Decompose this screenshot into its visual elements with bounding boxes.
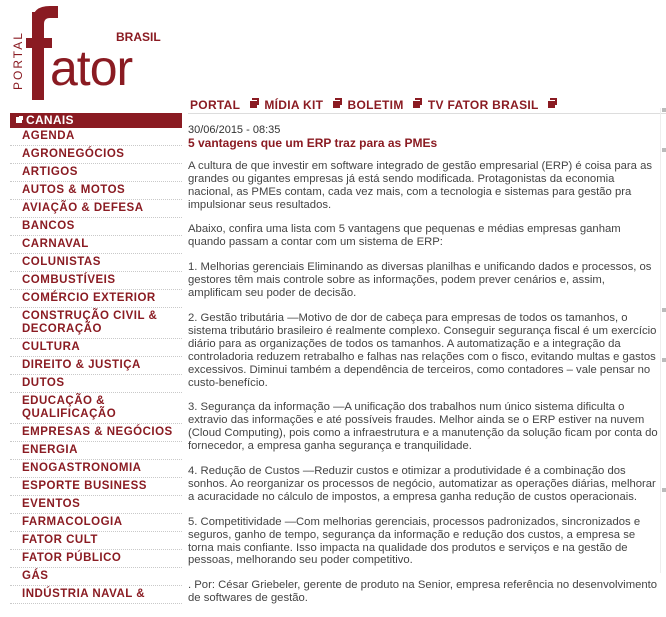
nav-bullet-icon (250, 101, 257, 108)
sidebar-item[interactable]: COMBUSTÍVEIS (10, 272, 182, 290)
sidebar-item[interactable]: CONSTRUÇÃO CIVIL & DECORAÇÃO (10, 308, 182, 339)
sidebar-item[interactable]: CULTURA (10, 339, 182, 357)
sidebar-item[interactable]: AGENDA (10, 128, 182, 146)
scroll-marker (662, 308, 666, 312)
sidebar-item[interactable]: EDUCAÇÃO & QUALIFICAÇÃO (10, 393, 182, 424)
article-paragraph: 1. Melhorias gerenciais Eliminando as diversas planilhas e unificando dados e processos, os gestores têm mais controle sobre as informações, podem prever cenários e, assim, amplificam seu poder de decisão. (188, 261, 652, 300)
sidebar-item[interactable]: AUTOS & MOTOS (10, 182, 182, 200)
article-paragraph: 4. Redução de Custos —Reduzir custos e otimizar a produtividade é a combinação dos sonhos. Ao reorganizar os processos de negócio, automatizar as operações diárias, melhorar a acuracidade no cálculo de impostos, a empresa ganha redução de custos operacionais. (188, 465, 656, 503)
nav-item-midia-kit[interactable]: MÍDIA KIT (264, 98, 324, 112)
nav-item-tv-fator-brasil[interactable]: TV FATOR BRASIL (427, 98, 539, 112)
sidebar-item[interactable]: CARNAVAL (10, 236, 182, 254)
fator-logo-graphic (0, 0, 180, 108)
sidebar-item[interactable]: ESPORTE BUSINESS (10, 478, 182, 496)
sidebar-header-label: CANAIS (26, 113, 74, 127)
nav-item-boletim[interactable]: BOLETIM (347, 98, 404, 112)
sidebar-item[interactable]: AVIAÇÃO & DEFESA (10, 200, 182, 218)
sidebar-item[interactable]: FARMACOLOGIA (10, 514, 182, 532)
sidebar-list (10, 128, 182, 604)
nav-bullet-icon (333, 101, 340, 108)
sidebar-item[interactable]: ENOGASTRONOMIA (10, 460, 182, 478)
article-paragraph: A cultura de que investir em software integrado de gestão empresarial (ERP) é coisa para as grandes ou gigantes empresas já está sendo modificada. Protagonistas da economia nacional, as PMEs contam, cada vez mais, com a tecnologia e sistemas para gestão pra impulsionar seus resultados. (188, 159, 653, 211)
logo-brand-text: ator (50, 40, 133, 96)
article-paragraph: 3. Segurança da informação —A unificação dos trabalhos num único sistema dificulta o extravio das informações e até possíveis fraudes. Melhor ainda se o ERP estiver na nuvem (Cloud Computing), pois como a infraestrutura e a manutenção da solução ficam por conta do fornecedor, a empresa ganha segurança e tranquilidade. (188, 401, 658, 453)
site-logo[interactable] (0, 0, 180, 108)
nav-item-portal[interactable]: PORTAL (190, 98, 241, 112)
article-paragraph: Abaixo, confira uma lista com 5 vantagens que pequenas e médias empresas ganham quando passam a contar com um sistema de ERP: (188, 223, 621, 249)
scroll-marker (662, 358, 666, 362)
sidebar-item[interactable]: INDÚSTRIA NAVAL & (10, 586, 182, 604)
nav-bullet-icon (413, 101, 420, 108)
sidebar-item[interactable]: ENERGIA (10, 442, 182, 460)
page-scrollbar[interactable] (660, 108, 666, 573)
sidebar-item[interactable]: EVENTOS (10, 496, 182, 514)
sidebar-item[interactable]: FATOR PÚBLICO (10, 550, 182, 568)
logo-f-bar (26, 38, 52, 48)
sidebar-item[interactable]: GÁS (10, 568, 182, 586)
scroll-marker (662, 108, 666, 112)
logo-f-stem (32, 12, 44, 100)
sidebar-channels (10, 113, 182, 604)
nav-bullet-icon (548, 101, 555, 108)
sidebar-item[interactable]: ARTIGOS (10, 164, 182, 182)
bullet-icon (16, 117, 22, 123)
sidebar-item[interactable]: BANCOS (10, 218, 182, 236)
sidebar-item[interactable]: DUTOS (10, 375, 182, 393)
logo-country-text: BRASIL (116, 30, 161, 44)
sidebar-item[interactable]: EMPRESAS & NEGÓCIOS (10, 424, 182, 442)
article-paragraph: 5. Competitividade —Com melhorias gerenciais, processos padronizados, sincronizados e seguros, ganho de tempo, segurança da informação e redução dos custos, a empresa se torna mais confiante. Isso impacta na qualidade dos produtos e serviços e na gestão de pessoas, melhorando seu poder competitivo. (188, 515, 641, 567)
sidebar-item[interactable]: COLUNISTAS (10, 254, 182, 272)
sidebar-item[interactable]: FATOR CULT (10, 532, 182, 550)
sidebar-item[interactable]: AGRONEGÓCIOS (10, 146, 182, 164)
logo-portal-text: PORTAL (11, 31, 25, 90)
scroll-marker (662, 148, 666, 152)
sidebar-header (10, 113, 182, 128)
scroll-marker (662, 488, 666, 492)
article (188, 124, 660, 617)
logo-f-hook (32, 6, 58, 24)
article-title: 5 vantagens que um ERP traz para as PMEs (188, 135, 438, 150)
article-byline: . Por: César Griebeler, gerente de produto na Senior, empresa referência no desenvolvimento de softwares de gestão. (188, 579, 658, 605)
article-date: 30/06/2015 - 08:35 (188, 124, 281, 136)
top-navigation (188, 96, 666, 114)
sidebar-item[interactable]: DIREITO & JUSTIÇA (10, 357, 182, 375)
article-paragraph: 2. Gestão tributária —Motivo de dor de cabeça para empresas de todos os tamanhos, o sistema tributário brasileiro é realmente complexo. Conseguir segurança fiscal é um exercício diário para as organizações de todos os tamanhos. A automatização e a integração da controladoria reduzem retrabalho e falhas nas relações com o fisco, evitando multas e gastos excessivos. Diminui também a dependência de terceiros, como contadores – vale pensar no custo-benefício. (188, 311, 657, 389)
sidebar-item[interactable]: COMÉRCIO EXTERIOR (10, 290, 182, 308)
